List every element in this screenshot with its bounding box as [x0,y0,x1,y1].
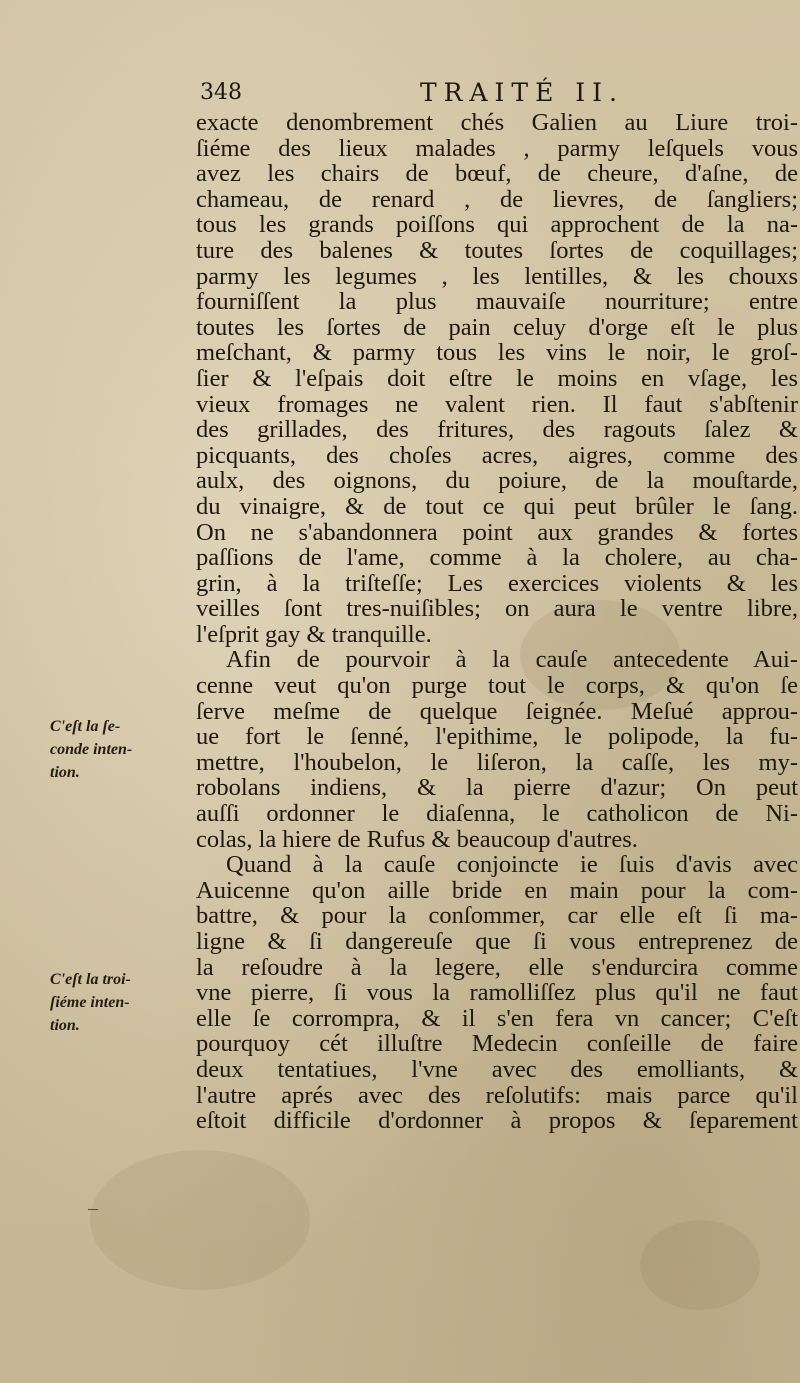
text-line: elle ſe corrompra, & il s'en fera vn cancer; C'eſt [196,1004,798,1032]
margin-note-second-intention [50,715,185,784]
text-line: eſtoit difficile d'ordonner à propos & ſeparement [196,1107,798,1135]
page-number: 348 [200,80,242,105]
margin-note-line: conde inten- [50,741,133,758]
text-line: parmy les legumes , les lentilles, & les chouxs [196,262,798,290]
text-line: tous les grands poiſſons qui approchent de la na- [196,211,798,239]
text-line: la reſoudre à la legere, elle s'endurcira comme [196,953,798,981]
text-line: aulx, des oignons, du poiure, de la mouſtarde, [196,467,798,495]
text-line: vne pierre, ſi vous la ramolliſſez plus qu'il ne faut [196,979,798,1007]
margin-note-line: ſiéme inten- [50,994,130,1011]
text-line: cenne veut qu'on purge tout le corps, & qu'on ſe [196,672,798,700]
text-line: l'autre aprés avec des reſolutifs: mais parce qu'il [196,1081,798,1109]
text-line: auſſi ordonner le diaſenna, le catholicon de Ni- [196,800,798,828]
text-line: mettre, l'houbelon, le liſeron, la caſſe, les my- [196,748,798,776]
text-line: deux tentatiues, l'vne avec des emolliants, & [196,1055,798,1083]
text-line: Auicenne qu'on aille bride en main pour la com- [196,876,798,904]
text-line: Quand à la cauſe conjoincte ie ſuis d'avis avec [226,851,798,879]
text-line: paſſions de l'ame, comme à la cholere, au cha- [196,544,798,572]
text-line: du vinaigre, & de tout ce qui peut brûler le ſang. [196,492,798,520]
text-line: ſerve meſme de quelque ſeignée. Meſué approu- [196,697,798,725]
paper-stain [90,1150,310,1290]
text-line: avez les chairs de bœuf, de cheure, d'aſne, de [196,160,798,188]
paper-stain [640,1220,760,1310]
text-line: battre, & pour la conſommer, car elle eſt ſi ma- [196,902,798,930]
text-line: meſchant, & parmy tous les vins le noir, le groſ- [196,339,798,367]
text-line: l'eſprit gay & tranquille. [196,620,432,648]
text-line: colas, la hiere de Rufus & beaucoup d'autres. [196,825,638,853]
text-line: ſier & l'eſpais doit eſtre le moins en vſage, les [196,364,798,392]
margin-note-third-intention [50,968,185,1037]
text-line: fourniſſent la plus mauvaiſe nourriture; entre [196,288,798,316]
text-line: vieux fromages ne valent rien. Il faut s'abſtenir [196,390,798,418]
text-line: ue fort le ſenné, l'epithime, le polipode, la fu- [196,723,798,751]
text-line: veilles ſont tres-nuiſibles; on aura le ventre libre, [196,595,798,623]
margin-dash [88,1209,98,1210]
margin-note-line: tion. [50,1017,80,1034]
text-line: Afin de pourvoir à la cauſe antecedente Aui- [226,646,798,674]
text-line: picquants, des choſes acres, aigres, comme des [196,441,798,469]
text-line: pourquoy cét illuſtre Medecin conſeille de faire [196,1030,798,1058]
margin-note-line: C'eſt la ſe- [50,718,121,735]
running-title: TRAITÉ II. [420,78,624,107]
text-line: chameau, de renard , de lievres, de ſangliers; [196,185,798,213]
text-line: robolans indiens, & la pierre d'azur; On peut [196,774,798,802]
text-line: ture des balenes & toutes ſortes de coquillages; [196,236,798,264]
text-line: exacte denombrement chés Galien au Liure troi- [196,109,798,136]
text-line: ſiéme des lieux malades , parmy leſquels vous [196,134,798,162]
text-line: toutes les ſortes de pain celuy d'orge eſt le plus [196,313,798,341]
margin-note-line: tion. [50,764,80,781]
text-line: ligne & ſi dangereuſe que ſi vous entreprenez de [196,928,798,955]
body-text [196,110,798,1134]
margin-note-line: C'eſt la troi- [50,971,131,988]
text-line: grin, à la triſteſſe; Les exercices violents & les [196,569,798,597]
text-line: On ne s'abandonnera point aux grandes & fortes [196,518,798,546]
text-line: des grillades, des fritures, des ragouts ſalez & [196,416,798,444]
